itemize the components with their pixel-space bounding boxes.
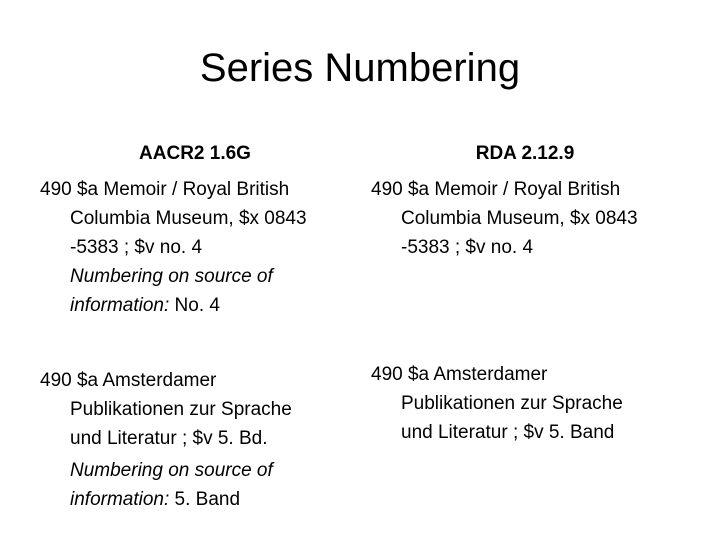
- source-note-line: [40, 456, 292, 485]
- aacr2-example-memoir: [40, 175, 307, 320]
- slide-title: Series Numbering: [199, 46, 521, 90]
- marc-line: und Literatur ; $v 5. Bd.: [70, 428, 268, 449]
- source-note-label: Numbering on source of: [70, 266, 273, 287]
- aacr2-heading: AACR2 1.6G: [139, 143, 251, 164]
- marc-line: Publikationen zur Sprache: [401, 393, 623, 414]
- source-note-line: [40, 291, 307, 320]
- marc-line: Publikationen zur Sprache: [70, 399, 292, 420]
- source-note-line: [40, 262, 307, 291]
- source-note-label: Numbering on source of: [70, 460, 273, 481]
- source-note-value: No. 4: [169, 295, 220, 316]
- source-note-label: information:: [70, 295, 170, 316]
- marc-line: und Literatur ; $v 5. Band: [401, 422, 615, 443]
- source-note-line: [40, 485, 292, 514]
- marc-line: 490 $a Memoir / Royal British: [371, 179, 621, 200]
- rda-example-amsterdamer: [371, 360, 623, 447]
- source-note-label: information:: [70, 489, 170, 510]
- marc-line: 490 $a Memoir / Royal British: [40, 179, 290, 200]
- rda-heading: RDA 2.12.9: [475, 143, 575, 164]
- marc-line: 490 $a Amsterdamer: [40, 370, 217, 391]
- rda-example-memoir: [371, 175, 638, 262]
- marc-line: Columbia Museum, $x 0843: [70, 208, 307, 229]
- marc-line: -5383 ; $v no. 4: [401, 237, 534, 258]
- aacr2-example-amsterdamer: [40, 366, 292, 514]
- marc-line: 490 $a Amsterdamer: [371, 364, 548, 385]
- source-note-value: 5. Band: [169, 489, 241, 510]
- marc-line: Columbia Museum, $x 0843: [401, 208, 638, 229]
- marc-line: -5383 ; $v no. 4: [70, 237, 203, 258]
